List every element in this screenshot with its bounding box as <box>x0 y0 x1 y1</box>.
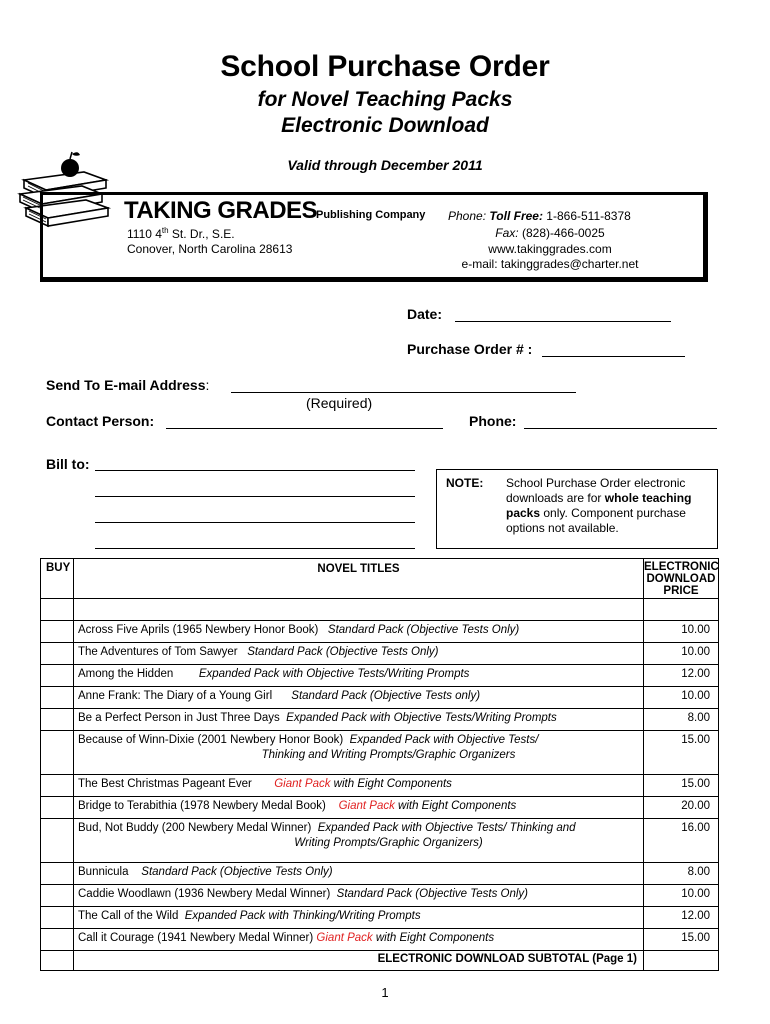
po-number-label: Purchase Order # : <box>407 341 533 357</box>
price-cell: 8.00 <box>644 709 719 731</box>
buy-cell <box>41 951 74 971</box>
table-row <box>41 731 719 775</box>
pack-description: Expanded Pack with Objective Tests/Writing Prompts <box>286 712 557 724</box>
title-separator <box>326 800 339 812</box>
date-label: Date: <box>407 306 443 322</box>
price-cell: 15.00 <box>644 929 719 951</box>
title-separator <box>129 866 142 878</box>
buy-checkbox-cell[interactable] <box>41 687 74 709</box>
table-row <box>41 863 719 885</box>
novel-title: Bunnicula <box>78 866 129 878</box>
company-name: TAKING GRADES <box>124 197 318 224</box>
novel-title-cell <box>74 709 644 731</box>
subtotal-amount-field[interactable] <box>644 951 719 971</box>
novel-title: Be a Perfect Person in Just Three Days <box>78 712 280 724</box>
table-row <box>41 797 719 819</box>
novel-title: Bud, Not Buddy (200 Newbery Medal Winner) <box>78 822 312 834</box>
table-row <box>41 929 719 951</box>
company-suffix: Publishing Company <box>316 209 426 221</box>
table-row <box>41 687 719 709</box>
title-separator <box>173 668 199 680</box>
pack-description: Standard Pack (Objective Tests Only) <box>247 646 439 658</box>
pack-description: with Eight Components <box>394 800 517 812</box>
table-row <box>41 907 719 929</box>
pack-description: Expanded Pack with Objective Tests/Writing Prompts <box>198 668 470 680</box>
novel-title-cell <box>74 819 644 863</box>
pack-description: Standard Pack (Objective Tests Only) <box>336 888 528 900</box>
price-cell: 10.00 <box>644 885 719 907</box>
pack-description: Expanded Pack with Objective Tests/ Thinking and <box>317 822 576 834</box>
price-column-header: ELECTRONIC DOWNLOAD PRICE <box>644 559 719 599</box>
novel-title-cell <box>74 929 644 951</box>
novel-title-cell <box>74 797 644 819</box>
table-row <box>41 775 719 797</box>
novel-title-cell <box>74 863 644 885</box>
novel-title: Among the Hidden <box>78 668 174 680</box>
buy-checkbox-cell[interactable] <box>41 731 74 775</box>
buy-checkbox-cell[interactable] <box>41 665 74 687</box>
buy-checkbox-cell[interactable] <box>41 621 74 643</box>
contact-person-label: Contact Person: <box>46 413 155 429</box>
title-separator <box>272 690 291 702</box>
page-title: School Purchase Order <box>220 50 550 83</box>
price-cell: 12.00 <box>644 665 719 687</box>
table-row <box>41 621 719 643</box>
buy-checkbox-cell[interactable] <box>41 907 74 929</box>
giant-pack-label: Giant Pack <box>274 778 331 790</box>
price-cell: 15.00 <box>644 731 719 775</box>
table-header-row <box>41 559 719 599</box>
price-cell: 15.00 <box>644 775 719 797</box>
novel-title: Because of Winn-Dixie (2001 Newbery Honor Book) <box>78 734 344 746</box>
company-address-2: Conover, North Carolina 28613 <box>127 242 293 256</box>
email-field[interactable] <box>231 392 576 393</box>
novel-title-cell <box>74 621 644 643</box>
buy-checkbox-cell[interactable] <box>41 709 74 731</box>
pack-description: Standard Pack (Objective Tests Only) <box>327 624 520 636</box>
subtotal-row <box>41 951 719 971</box>
phone-label: Phone: <box>469 413 517 429</box>
company-address-1: 1110 4th St. Dr., S.E. <box>127 226 235 241</box>
bill-to-line-1[interactable] <box>95 470 415 471</box>
novel-title-cell <box>74 665 644 687</box>
pack-description: Expanded Pack with Thinking/Writing Prompts <box>184 910 421 922</box>
buy-column-header: BUY <box>41 559 74 599</box>
po-number-field[interactable] <box>542 356 685 357</box>
contact-person-field[interactable] <box>166 428 443 429</box>
table-row <box>41 665 719 687</box>
pack-description: Standard Pack (Objective Tests Only) <box>141 866 333 878</box>
company-email: e-mail: takinggrades@charter.net <box>461 257 639 271</box>
subtitle-electronic-download: Electronic Download <box>281 114 489 137</box>
pack-description-cont: Writing Prompts/Graphic Organizers) <box>294 837 483 849</box>
valid-through: Valid through December 2011 <box>287 157 483 173</box>
company-fax: Fax: (828)-466-0025 <box>495 226 605 240</box>
title-separator <box>252 778 274 790</box>
novel-title-cell <box>74 643 644 665</box>
novel-title-cell <box>74 907 644 929</box>
novel-title: The Best Christmas Pageant Ever <box>78 778 252 790</box>
novel-title: Anne Frank: The Diary of a Young Girl <box>78 690 273 702</box>
subtitle-novel-packs: for Novel Teaching Packs <box>257 88 513 111</box>
bill-to-line-3[interactable] <box>95 522 415 523</box>
note-text: School Purchase Order electronic downloads are for whole teaching packs only. Component purchase options not available. <box>506 476 692 535</box>
bill-to-line-4[interactable] <box>95 548 415 549</box>
price-cell: 20.00 <box>644 797 719 819</box>
company-website: www.takinggrades.com <box>488 242 612 256</box>
note-label: NOTE: <box>446 476 484 490</box>
email-label: Send To E-mail Address: <box>46 377 210 393</box>
buy-checkbox-cell[interactable] <box>41 929 74 951</box>
pack-description: with Eight Components <box>372 932 495 944</box>
price-cell: 12.00 <box>644 907 719 929</box>
novel-title-cell <box>74 885 644 907</box>
novel-title: The Call of the Wild <box>78 910 179 922</box>
giant-pack-label: Giant Pack <box>338 800 395 812</box>
buy-checkbox-cell[interactable] <box>41 819 74 863</box>
novel-title-cell <box>74 687 644 709</box>
pack-description-cont: Thinking and Writing Prompts/Graphic Organizers <box>261 749 516 761</box>
price-cell: 10.00 <box>644 643 719 665</box>
novel-titles-table <box>40 558 719 971</box>
bill-to-label: Bill to: <box>46 456 90 472</box>
pack-description: Standard Pack (Objective Tests only) <box>291 690 481 702</box>
price-cell: 16.00 <box>644 819 719 863</box>
novel-title-cell <box>74 731 644 775</box>
title-separator <box>238 646 248 658</box>
date-field[interactable] <box>455 321 671 322</box>
table-row <box>41 709 719 731</box>
bill-to-line-2[interactable] <box>95 496 415 497</box>
title-separator <box>318 624 328 636</box>
table-row <box>41 819 719 863</box>
buy-checkbox-cell[interactable] <box>41 797 74 819</box>
price-cell: 10.00 <box>644 687 719 709</box>
buy-cell[interactable] <box>41 599 74 621</box>
buy-checkbox-cell[interactable] <box>41 863 74 885</box>
novel-title: Bridge to Terabithia (1978 Newbery Medal Book) <box>78 800 326 812</box>
novel-title: Call it Courage (1941 Newbery Medal Winner) <box>78 932 314 944</box>
price-cell: 10.00 <box>644 621 719 643</box>
novel-title: Caddie Woodlawn (1936 Newbery Medal Winner) <box>78 888 331 900</box>
table-row <box>41 885 719 907</box>
novel-title: The Adventures of Tom Sawyer <box>78 646 238 658</box>
novel-title-cell <box>74 775 644 797</box>
email-required-note: (Required) <box>306 395 373 411</box>
titles-column-header: NOVEL TITLES <box>74 559 644 599</box>
company-phone: Phone: Toll Free: 1-866-511-8378 <box>448 209 631 223</box>
subtotal-label: ELECTRONIC DOWNLOAD SUBTOTAL (Page 1) <box>74 951 644 971</box>
novel-title: Across Five Aprils (1965 Newbery Honor Book) <box>78 624 319 636</box>
buy-checkbox-cell[interactable] <box>41 643 74 665</box>
table-row <box>41 643 719 665</box>
pack-description: Expanded Pack with Objective Tests/ <box>349 734 539 746</box>
table-spacer-row <box>41 599 719 621</box>
phone-field[interactable] <box>524 428 717 429</box>
buy-checkbox-cell[interactable] <box>41 775 74 797</box>
pack-description: with Eight Components <box>330 778 452 790</box>
price-cell: 8.00 <box>644 863 719 885</box>
buy-checkbox-cell[interactable] <box>41 885 74 907</box>
page-number: 1 <box>381 985 389 1000</box>
giant-pack-label: Giant Pack <box>316 932 373 944</box>
